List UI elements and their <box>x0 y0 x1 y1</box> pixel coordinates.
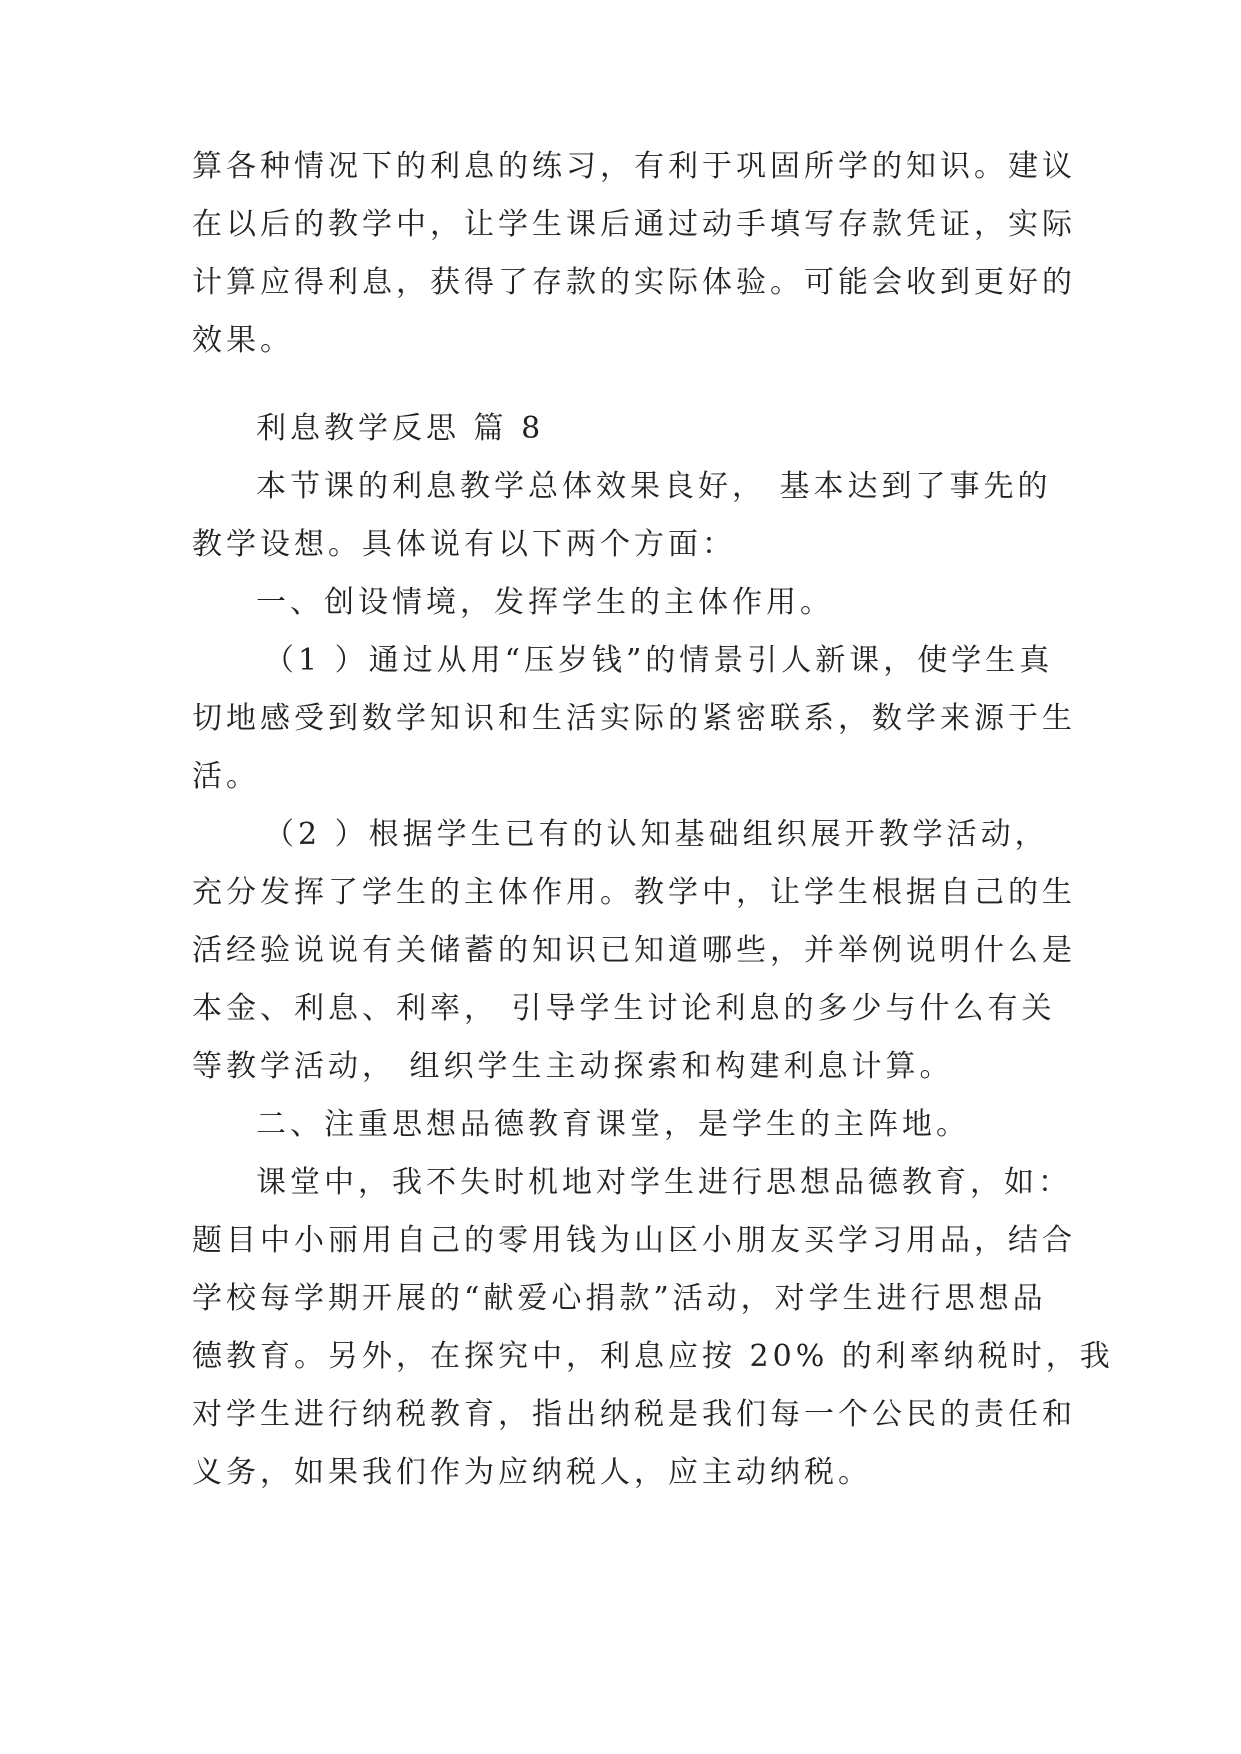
paragraph-line: 效果。 <box>192 323 294 358</box>
paragraph-line: 充分发挥了学生的主体作用。教学中，让学生根据自己的生 <box>192 875 1076 910</box>
paragraph-line: （1 ）通过从用“压岁钱”的情景引人新课，使学生真 <box>264 643 1054 678</box>
paragraph-line: （2 ）根据学生已有的认知基础组织展开教学活动， <box>264 817 1049 852</box>
section-body <box>192 458 1114 1502</box>
paragraph-line: 计算应得利息，获得了存款的实际体验。可能会收到更好的 <box>192 265 1076 300</box>
paragraph-line: 教学设想。具体说有以下两个方面： <box>192 527 736 562</box>
paragraph-line: 本金、利息、利率， 引导学生讨论利息的多少与什么有关 <box>192 991 1056 1026</box>
paragraph-line: 一、创设情境，发挥学生的主体作用。 <box>256 585 834 620</box>
paragraph-line: 学校每学期开展的“献爱心捐款”活动，对学生进行思想品 <box>192 1281 1047 1316</box>
paragraph-line: 义务，如果我们作为应纳税人，应主动纳税。 <box>192 1455 872 1490</box>
paragraph-line: 切地感受到数学知识和生活实际的紧密联系，数学来源于生 <box>192 701 1076 736</box>
paragraph-line: 题目中小丽用自己的零用钱为山区小朋友买学习用品，结合 <box>192 1223 1076 1258</box>
paragraph-line: 课堂中，我不失时机地对学生进行思想品德教育，如： <box>256 1165 1072 1200</box>
paragraph-line: 活。 <box>192 759 260 794</box>
paragraph-line: 本节课的利息教学总体效果良好， 基本达到了事先的 <box>256 469 1052 504</box>
paragraph-line: 对学生进行纳税教育，指出纳税是我们每一个公民的责任和 <box>192 1397 1076 1432</box>
section-block <box>192 400 1114 1502</box>
top-paragraph <box>192 138 1076 370</box>
paragraph-line: 等教学活动， 组织学生主动探索和构建利息计算。 <box>192 1049 954 1084</box>
section-title: 利息教学反思 篇 8 <box>256 411 545 446</box>
paragraph-line: 活经验说说有关储蓄的知识已知道哪些，并举例说明什么是 <box>192 933 1076 968</box>
paragraph-line: 二、注重思想品德教育课堂，是学生的主阵地。 <box>256 1107 970 1142</box>
paragraph-line: 算各种情况下的利息的练习，有利于巩固所学的知识。建议 <box>192 149 1076 184</box>
paragraph-line: 在以后的教学中，让学生课后通过动手填写存款凭证，实际 <box>192 207 1076 242</box>
paragraph-line: 德教育。另外，在探究中，利息应按 20% 的利率纳税时，我 <box>192 1339 1114 1374</box>
